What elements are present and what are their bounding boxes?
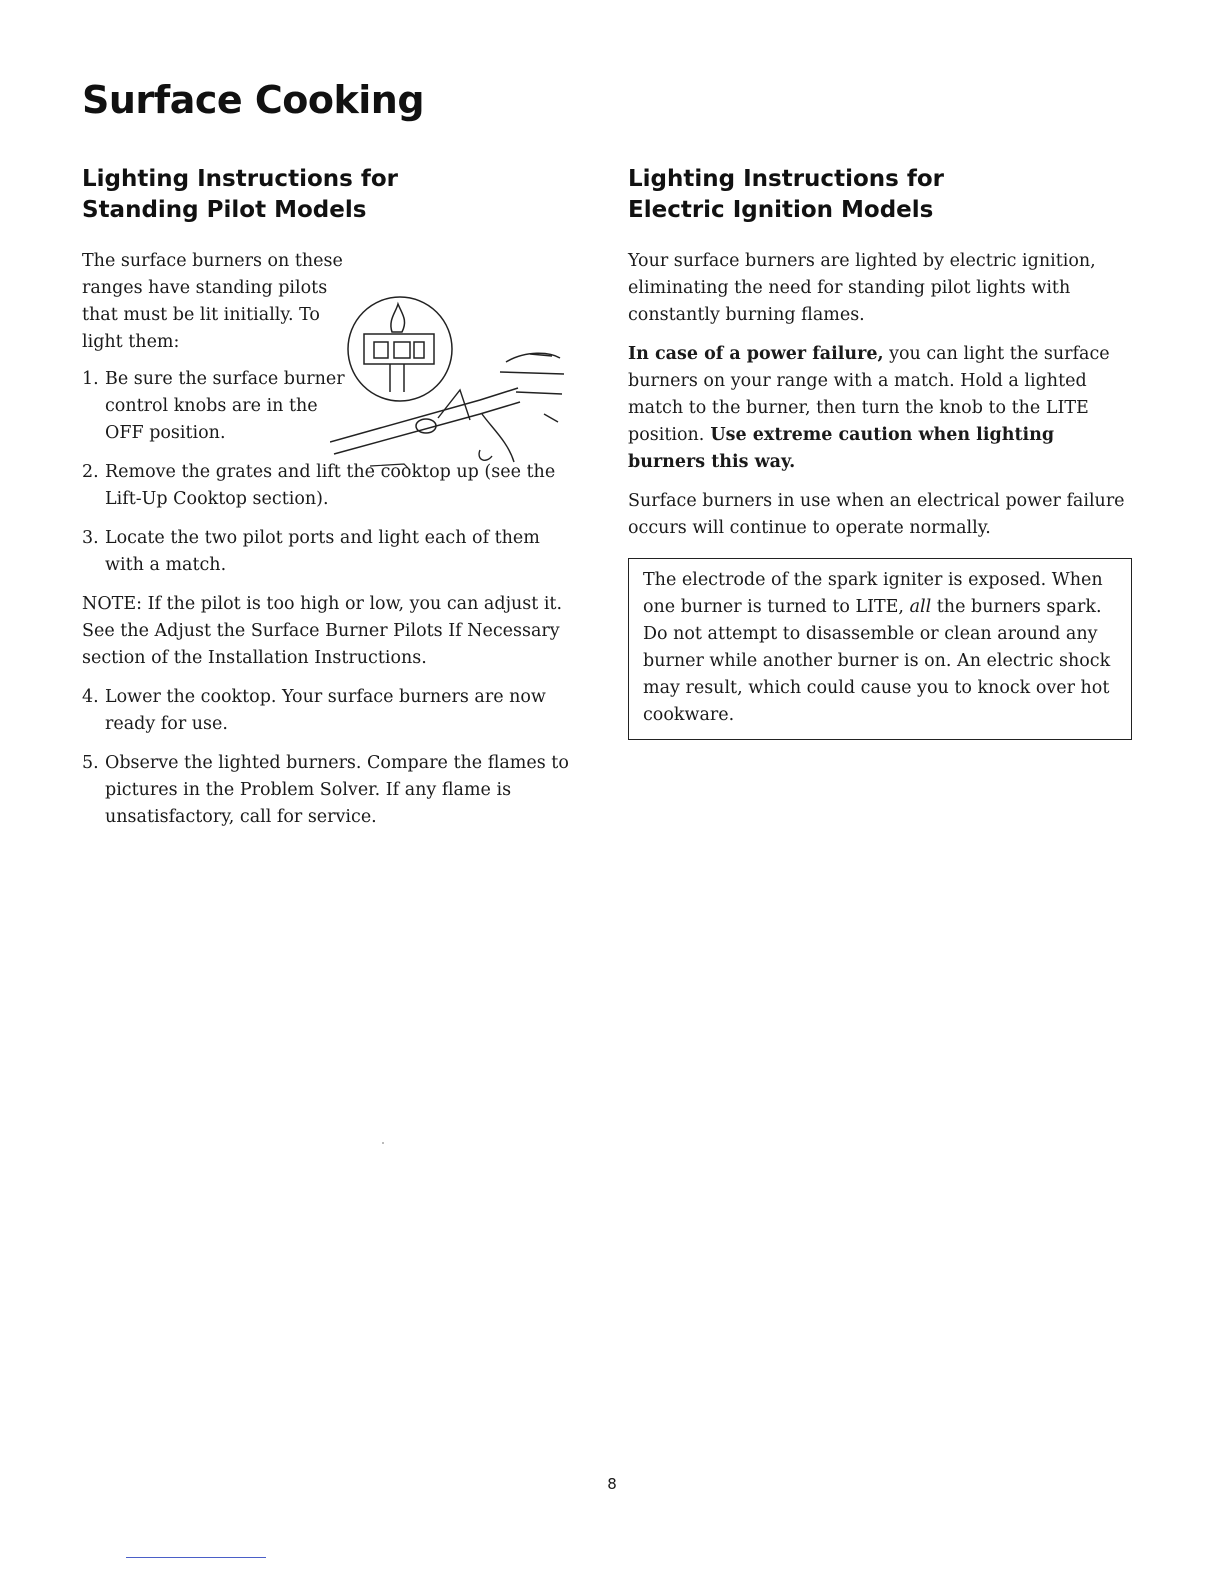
warning-box: [628, 558, 1132, 740]
page-title: Surface Cooking: [82, 78, 425, 122]
power-failure-lead: In case of a power failure,: [628, 344, 884, 364]
step-number: 1.: [82, 369, 99, 389]
step-text: Locate the two pilot ports and light each of them with a match.: [105, 528, 540, 575]
warning-emphasis: all: [909, 597, 932, 617]
magnified-pilot-circle: [348, 297, 452, 401]
scan-speck: [382, 1142, 384, 1144]
step-text: Observe the lighted burners. Compare the flames to pictures in the Problem Solver. If any flame is unsatisfactory, call for service.: [105, 753, 569, 827]
step-text: Lower the cooktop. Your surface burners are now ready for use.: [105, 687, 546, 734]
ignition-paragraph: Your surface burners are lighted by electric ignition, eliminating the need for standing pilot lights with constantly burning flames.: [628, 251, 1096, 325]
list-item: [82, 684, 572, 738]
note-paragraph: NOTE: If the pilot is too high or low, you can adjust it. See the Adjust the Surface Burner Pilots If Necessary section of the Installation Instructions.: [82, 594, 563, 668]
power-failure-body: you can light the surface burners on your range with a match. Hold a lighted match to the burner, then turn the knob to the LITE position.: [628, 344, 1110, 445]
warning-part: the burners spark. Do not attempt to disassemble or clean around any burner while another burner is on. An electric shock may result, which could cause you to knock over hot cookware.: [643, 597, 1111, 725]
caution-text: Use extreme caution when lighting burners this way.: [628, 425, 1055, 472]
normal-operation-paragraph: Surface burners in use when an electrical power failure occurs will continue to operate normally.: [628, 491, 1125, 538]
step-number: 4.: [82, 687, 99, 707]
electric-ignition-heading: [628, 164, 1133, 226]
step-number: 2.: [82, 462, 99, 482]
intro-block: [82, 248, 572, 356]
heading-line: Lighting Instructions for: [82, 166, 398, 192]
warning-part: The electrode of the spark igniter is exposed. When one burner is turned to LITE,: [643, 570, 1103, 617]
page-number: 8: [607, 1475, 617, 1493]
standing-pilot-heading: [82, 164, 572, 226]
heading-line: Standing Pilot Models: [82, 197, 367, 223]
list-item: [82, 525, 572, 579]
hand-with-match: [438, 390, 558, 462]
left-column: [82, 164, 572, 843]
burner-tube: [330, 353, 564, 454]
step-text: Be sure the surface burner control knobs are in the OFF position.: [105, 369, 345, 443]
intro-paragraph: The surface burners on these ranges have standing pilots that must be lit initially. To light them:: [82, 251, 343, 352]
heading-line: Lighting Instructions for: [628, 166, 944, 192]
flame-icon: [391, 304, 405, 332]
pointer-line: [370, 464, 410, 470]
steps-list-continued: [82, 684, 572, 831]
step-number: 5.: [82, 753, 99, 773]
pilot-lighting-diagram: [330, 294, 570, 474]
step-text: Remove the grates and lift the cooktop up (see the Lift-Up Cooktop section).: [105, 462, 556, 509]
footer-rule: [126, 1557, 266, 1558]
heading-line: Electric Ignition Models: [628, 197, 934, 223]
step-number: 3.: [82, 528, 99, 548]
power-failure-paragraph: [628, 341, 1133, 476]
warning-text: [643, 567, 1121, 729]
right-column: [628, 164, 1133, 740]
list-item: [82, 750, 572, 831]
